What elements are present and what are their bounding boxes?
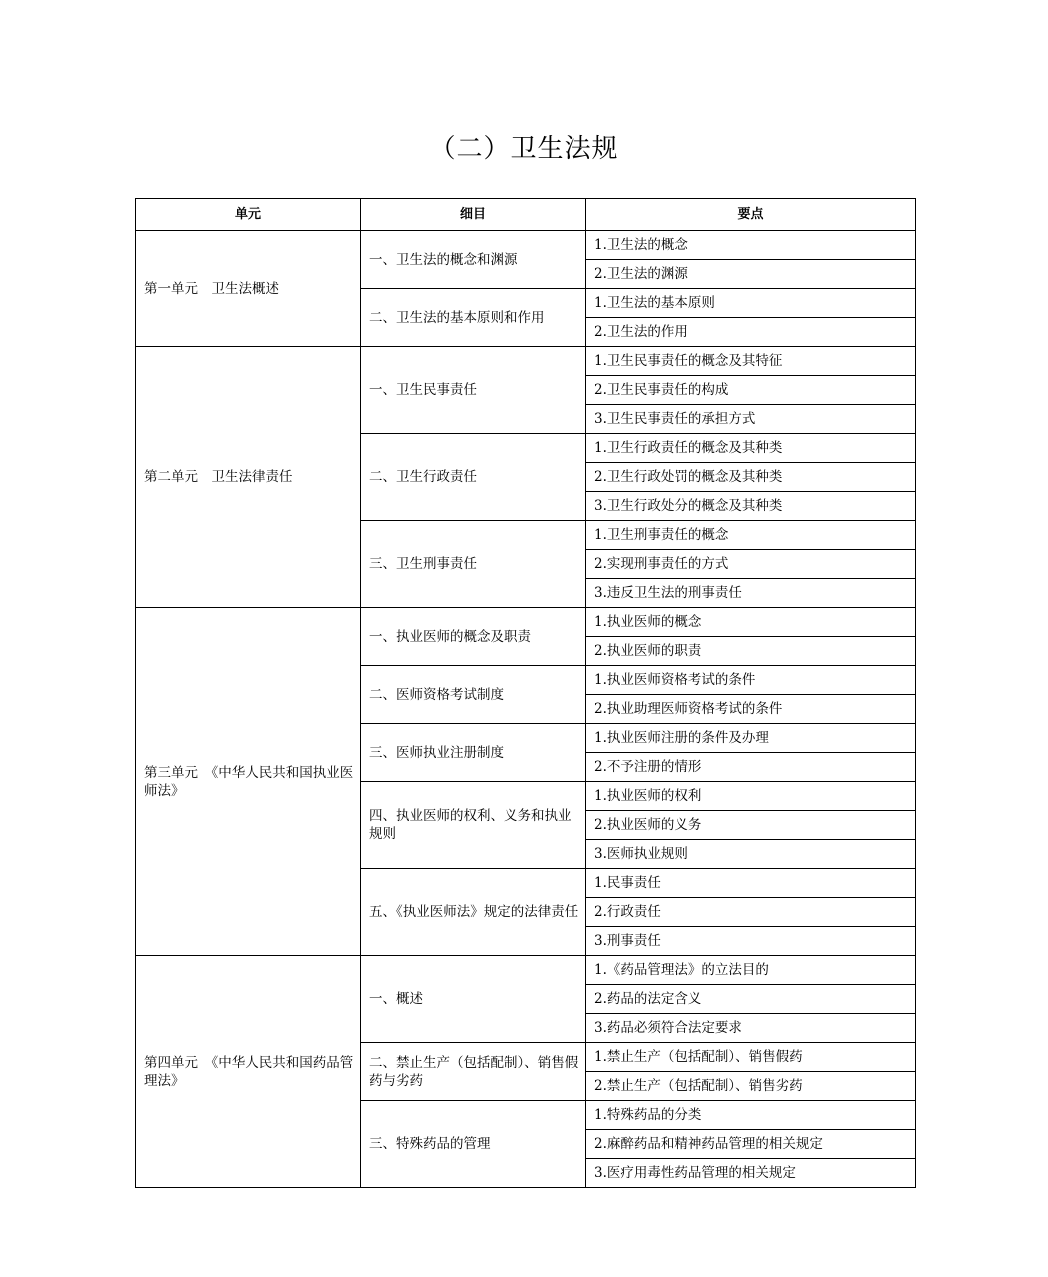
point-cell: 1.执业医师的权利 [586,782,916,811]
point-cell: 1.《药品管理法》的立法目的 [586,956,916,985]
point-cell: 1.卫生行政责任的概念及其种类 [586,434,916,463]
detail-cell: 一、执业医师的概念及职责 [361,608,586,666]
detail-cell: 四、执业医师的权利、义务和执业规则 [361,782,586,869]
header-unit: 单元 [136,199,361,231]
point-cell: 2.执业医师的职责 [586,637,916,666]
point-cell: 2.不予注册的情形 [586,753,916,782]
table-row [136,347,916,376]
point-cell: 1.民事责任 [586,869,916,898]
detail-cell: 三、特殊药品的管理 [361,1101,586,1188]
point-cell: 1.特殊药品的分类 [586,1101,916,1130]
point-cell: 1.卫生刑事责任的概念 [586,521,916,550]
point-cell: 2.执业医师的义务 [586,811,916,840]
point-cell: 3.违反卫生法的刑事责任 [586,579,916,608]
point-cell: 1.卫生法的概念 [586,231,916,260]
point-cell: 2.卫生法的渊源 [586,260,916,289]
detail-cell: 三、卫生刑事责任 [361,521,586,608]
header-point: 要点 [586,199,916,231]
point-cell: 2.实现刑事责任的方式 [586,550,916,579]
table-row [136,231,916,260]
detail-cell: 五、《执业医师法》规定的法律责任 [361,869,586,956]
point-cell: 2.卫生行政处罚的概念及其种类 [586,463,916,492]
point-cell: 2.执业助理医师资格考试的条件 [586,695,916,724]
unit-cell: 第一单元 卫生法概述 [136,231,361,347]
point-cell: 3.医疗用毒性药品管理的相关规定 [586,1159,916,1188]
point-cell: 3.刑事责任 [586,927,916,956]
point-cell: 3.卫生民事责任的承担方式 [586,405,916,434]
point-cell: 1.执业医师注册的条件及办理 [586,724,916,753]
point-cell: 1.禁止生产（包括配制）、销售假药 [586,1043,916,1072]
detail-cell: 二、医师资格考试制度 [361,666,586,724]
point-cell: 3.药品必须符合法定要求 [586,1014,916,1043]
point-cell: 2.行政责任 [586,898,916,927]
point-cell: 1.卫生法的基本原则 [586,289,916,318]
point-cell: 2.药品的法定含义 [586,985,916,1014]
point-cell: 3.医师执业规则 [586,840,916,869]
table-header-row [136,199,916,231]
detail-cell: 二、禁止生产（包括配制）、销售假药与劣药 [361,1043,586,1101]
detail-cell: 三、医师执业注册制度 [361,724,586,782]
header-detail: 细目 [361,199,586,231]
unit-cell: 第四单元 《中华人民共和国药品管理法》 [136,956,361,1188]
detail-cell: 一、卫生民事责任 [361,347,586,434]
page-title: （二）卫生法规 [429,134,619,164]
point-cell: 2.卫生民事责任的构成 [586,376,916,405]
detail-cell: 一、卫生法的概念和渊源 [361,231,586,289]
syllabus-table [135,198,916,1188]
table-row [136,956,916,985]
point-cell: 2.禁止生产（包括配制）、销售劣药 [586,1072,916,1101]
unit-cell: 第二单元 卫生法律责任 [136,347,361,608]
point-cell: 1.执业医师资格考试的条件 [586,666,916,695]
point-cell: 1.卫生民事责任的概念及其特征 [586,347,916,376]
detail-cell: 二、卫生行政责任 [361,434,586,521]
point-cell: 2.麻醉药品和精神药品管理的相关规定 [586,1130,916,1159]
detail-cell: 二、卫生法的基本原则和作用 [361,289,586,347]
point-cell: 1.执业医师的概念 [586,608,916,637]
detail-cell: 一、概述 [361,956,586,1043]
table-body [136,231,916,1188]
table-row [136,608,916,637]
point-cell: 2.卫生法的作用 [586,318,916,347]
point-cell: 3.卫生行政处分的概念及其种类 [586,492,916,521]
unit-cell: 第三单元 《中华人民共和国执业医师法》 [136,608,361,956]
